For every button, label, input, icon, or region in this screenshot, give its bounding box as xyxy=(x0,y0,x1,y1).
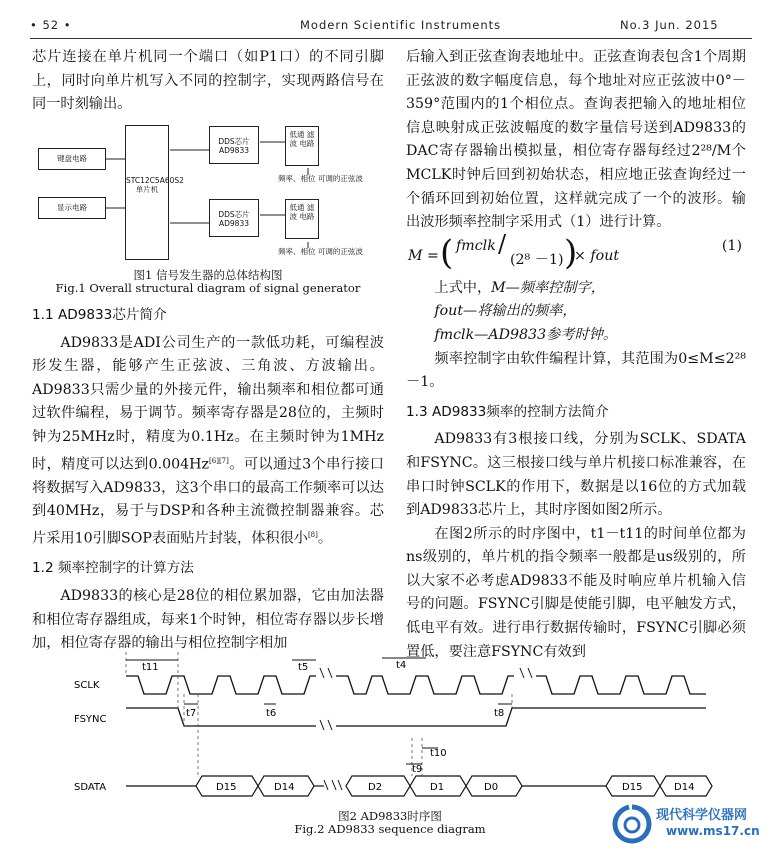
left-paragraph-1 xyxy=(32,332,384,552)
timing-diagram xyxy=(66,648,726,818)
right-paragraph-2: AD9833有3根接口线，分别为SCLK、SDATA和FSYNC。这三根接口线与单片机接口标准兼容，在串口时钟SCLK的作用下，数据是以16位的方式加载到AD9833芯片上，其时序图如图2所示。 xyxy=(406,431,746,519)
dds-box-2: DDS芯片 AD9833 xyxy=(209,199,259,237)
figure-2-caption-en: Fig.2 AD9833 sequence diagram xyxy=(294,822,486,836)
header-rule xyxy=(30,38,752,39)
figure-2-caption xyxy=(230,810,550,836)
t10-label: t10 xyxy=(430,748,447,759)
sclk-waveform xyxy=(126,676,316,694)
definitions-intro xyxy=(406,277,746,301)
output-label-1: 频率、相位 可调的正弦波 xyxy=(278,174,363,183)
citation-8: [8] xyxy=(307,531,318,540)
definition-m: M—频率控制字， xyxy=(491,279,605,296)
t9-label: t9 xyxy=(412,764,423,775)
output-label-2: 频率、相位 可调的正弦波 xyxy=(278,247,363,256)
fsync-waveform xyxy=(126,708,316,726)
equation-slash: / xyxy=(498,229,507,258)
right-paragraph-1: 频率控制字由软件编程计算，其范围为0≤M≤2²⁸－1。 xyxy=(406,350,746,391)
sclk-waveform-2 xyxy=(336,676,514,694)
t11-label: t11 xyxy=(142,662,159,673)
left-column-top xyxy=(32,46,384,117)
t8-label: t8 xyxy=(494,708,505,719)
left-paragraph-1b-text: 。可以通过3个串行接口将数据写入AD9833，这3个串口的最高工作频率可以达到40MHz，易于与DSP和各种主流微控制器兼容。芯片采用10引脚SOP表面贴片封装，体积很小 xyxy=(32,456,384,547)
watermark-cn-text: 现代科学仪器网 xyxy=(656,808,748,823)
watermark-url-text: www.ms17.cn xyxy=(666,824,760,838)
left-paragraph-0: 芯片连接在单片机同一个端口（如P1口）的不同引脚上，同时向单片机写入不同的控制字，实现两路信号在同一时刻输出。 xyxy=(32,49,384,113)
equation-number: (1) xyxy=(721,237,742,254)
display-circuit-box: 显示电路 xyxy=(38,197,106,219)
equation-open-paren: ( xyxy=(440,232,454,273)
dds-box-1: DDS芯片 AD9833 xyxy=(209,126,259,164)
bit-d1: D1 xyxy=(430,782,445,793)
t6-label: t6 xyxy=(266,708,277,719)
sclk-waveform-3 xyxy=(536,676,706,694)
section-1-1-heading: 1.1 AD9833芯片简介 xyxy=(32,307,167,323)
bit-d14-b: D14 xyxy=(674,782,695,793)
left-paragraph-2: AD9833的核心是28位的相位累加器，它由加法器和相位寄存器组成，每来1个时钟，相位寄存器以步长增加，相位寄存器的输出与相位控制字相加 xyxy=(32,588,384,652)
t4-label: t4 xyxy=(396,660,407,671)
watermark-logo-icon xyxy=(612,804,652,844)
figure-2 xyxy=(66,648,726,818)
figure-1-caption-cn: 图1 信号发生器的总体结构图 xyxy=(133,268,283,282)
definition-fmclk: fmclk—AD9833参考时钟。 xyxy=(434,326,618,343)
t7-label: t7 xyxy=(186,708,197,719)
fsync-label: FSYNC xyxy=(74,714,107,725)
mcu-box: STC12C5A60S2 单片机 xyxy=(125,125,169,260)
equation-denominator: (2⁸ －1) xyxy=(510,251,564,268)
watermark xyxy=(610,798,770,852)
sclk-label: SCLK xyxy=(74,680,100,691)
bit-d0: D0 xyxy=(484,782,499,793)
t5-label: t5 xyxy=(298,662,309,673)
sdata-label: SDATA xyxy=(74,782,107,793)
bit-d2: D2 xyxy=(368,782,383,793)
equation-1 xyxy=(406,229,746,277)
figure-1-caption xyxy=(32,269,384,295)
equation-tail: × fout xyxy=(574,247,620,264)
definitions-intro-text: 上式中， xyxy=(434,279,492,296)
citation-6-7: [6][7] xyxy=(209,456,229,465)
left-paragraph-1-text: AD9833是ADI公司生产的一款低功耗，可编程波形发生器，能够产生正弦波、三角波、方波输出。AD9833只需少量的外接元件，输出频率和相位都可通过软件编程，易于调节。频率寄存器是28位的，主频时钟为25MHz时，精度为0.1Hz。在主频时钟为1MHz时，精度可以达到0.004Hz xyxy=(32,334,384,473)
figure-2-caption-cn: 图2 AD9833时序图 xyxy=(338,809,442,823)
page-header xyxy=(0,18,778,38)
journal-name: Modern Scientific Instruments xyxy=(300,18,502,32)
bit-d15-a: D15 xyxy=(216,782,237,793)
section-1-3-heading: 1.3 AD9833频率的控制方法简介 xyxy=(406,403,609,420)
fsync-waveform-2 xyxy=(336,708,706,726)
lowpass-filter-box-2: 低通 滤波 电路 xyxy=(285,199,319,239)
equation-lhs: M = xyxy=(408,247,439,264)
right-column xyxy=(406,46,746,664)
equation-close-paren: ) xyxy=(564,232,578,273)
section-1-2-heading: 1.2 频率控制字的计算方法 xyxy=(32,560,194,577)
figure-1-caption-en: Fig.1 Overall structural diagram of signal generator xyxy=(55,281,361,295)
keyboard-circuit-box: 键盘电路 xyxy=(38,148,106,170)
left-paragraph-1c-text: 。 xyxy=(317,530,333,547)
definition-fout: fout—将输出的频率， xyxy=(434,303,577,320)
bit-d15-b: D15 xyxy=(622,782,643,793)
right-paragraph-3: 在图2所示的时序图中，t1－t11的时间单位都为ns级别的，单片机的指令频率一般都是us级别的，所以大家不必考虑AD9833不能及时响应单片机输入信号的问题。FSYNC引脚是使能引脚，电平触发方式，低电平有效。进行串行数据传输时，FSYNC引脚必须置低，要注意FSYNC有效到 xyxy=(406,525,746,660)
left-column-bottom xyxy=(32,298,384,656)
issue-info: No.3 Jun. 2015 xyxy=(620,18,719,32)
bit-d14-a: D14 xyxy=(274,782,295,793)
equation-numerator: fmclk xyxy=(456,237,496,254)
right-paragraph-0: 后输入到正弦查询表地址中。正弦查询表包含1个周期正弦波的数字幅度信息，每个地址对应正弦波中0°－359°范围内的1个相位点。查询表把输入的地址相位信息映射成正弦波幅度的数字量信号送到AD9833的DAC寄存器输出模拟量，相位寄存器每经过2²⁸/M个MCLK时钟后回到初始状态，相应地正弦查询经过一个循环回到初始位置，这样就完成了一个的波形。输出波形频率控制字采用式（1）进行计算。 xyxy=(406,49,746,231)
lowpass-filter-box-1: 低通 滤波 电路 xyxy=(285,126,319,166)
page-number: • 52 • xyxy=(30,18,72,32)
figure-1 xyxy=(38,120,384,276)
